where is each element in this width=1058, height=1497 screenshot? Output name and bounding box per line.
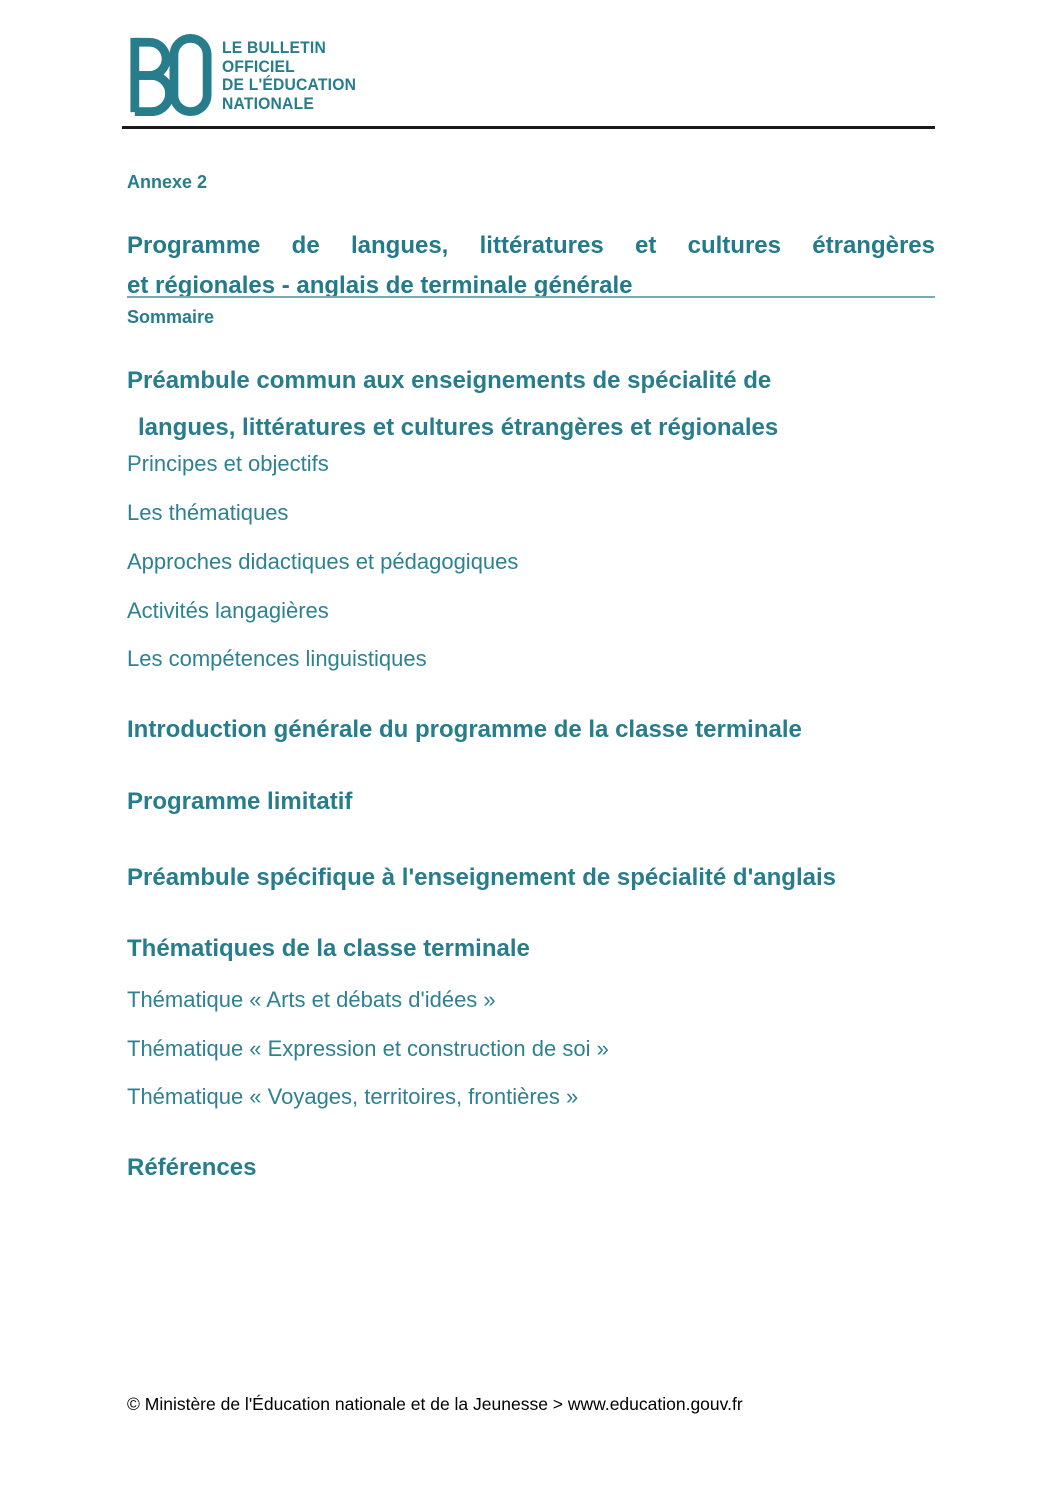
toc-heading-thematiques-terminale[interactable]: Thématiques de la classe terminale: [127, 935, 530, 962]
toc-item-approches-didactiques[interactable]: Approches didactiques et pédagogiques: [127, 549, 519, 574]
annexe-label: Annexe 2: [127, 172, 208, 192]
toc-heading-references[interactable]: Références: [127, 1154, 257, 1181]
document-title: [127, 226, 935, 306]
bo-monogram-icon: [127, 33, 213, 117]
toc-item-competences-linguistiques[interactable]: Les compétences linguistiques: [127, 646, 427, 671]
masthead-divider: [122, 126, 935, 129]
toc-item-les-thematiques[interactable]: Les thématiques: [127, 500, 289, 525]
toc-heading-preambule-specifique[interactable]: Préambule spécifique à l'enseignement de spécialité d'anglais: [127, 864, 836, 891]
bo-wordmark-line: LE BULLETIN: [222, 39, 326, 57]
toc-heading-introduction-generale[interactable]: Introduction générale du programme de la classe terminale: [127, 716, 802, 743]
toc-heading-programme-limitatif[interactable]: Programme limitatif: [127, 788, 353, 815]
title-underline: [127, 296, 935, 298]
toc-heading-line1: Préambule commun aux enseignements de spécialité de: [127, 367, 772, 394]
bo-logo-wordmark: [222, 39, 356, 113]
document-title-line1: Programme de langues, littératures et cultures étrangères: [127, 232, 935, 259]
sommaire-label: Sommaire: [127, 307, 215, 327]
bo-wordmark-line: OFFICIEL: [222, 57, 295, 76]
document-title-line2: et régionales - anglais de terminale générale: [127, 272, 633, 299]
toc-item-principes-et-objectifs[interactable]: Principes et objectifs: [127, 451, 329, 476]
toc-heading-preambule-commun[interactable]: [127, 357, 947, 451]
toc-item-activites-langagieres[interactable]: Activités langagières: [127, 598, 329, 623]
bo-masthead-logo: [127, 33, 363, 117]
bo-wordmark-line: DE L'ÉDUCATION: [222, 76, 357, 94]
toc-item-thematique-voyages[interactable]: Thématique « Voyages, territoires, frontières »: [127, 1084, 579, 1109]
bo-wordmark-line: NATIONALE: [222, 94, 314, 113]
toc-item-thematique-arts[interactable]: Thématique « Arts et débats d'idées »: [127, 987, 496, 1012]
toc-heading-line2: langues, littératures et cultures étrangères et régionales: [138, 414, 779, 441]
toc-item-thematique-expression[interactable]: Thématique « Expression et construction de soi »: [127, 1036, 609, 1061]
page-footer: © Ministère de l'Éducation nationale et de la Jeunesse > www.education.gouv.fr: [127, 1394, 743, 1414]
